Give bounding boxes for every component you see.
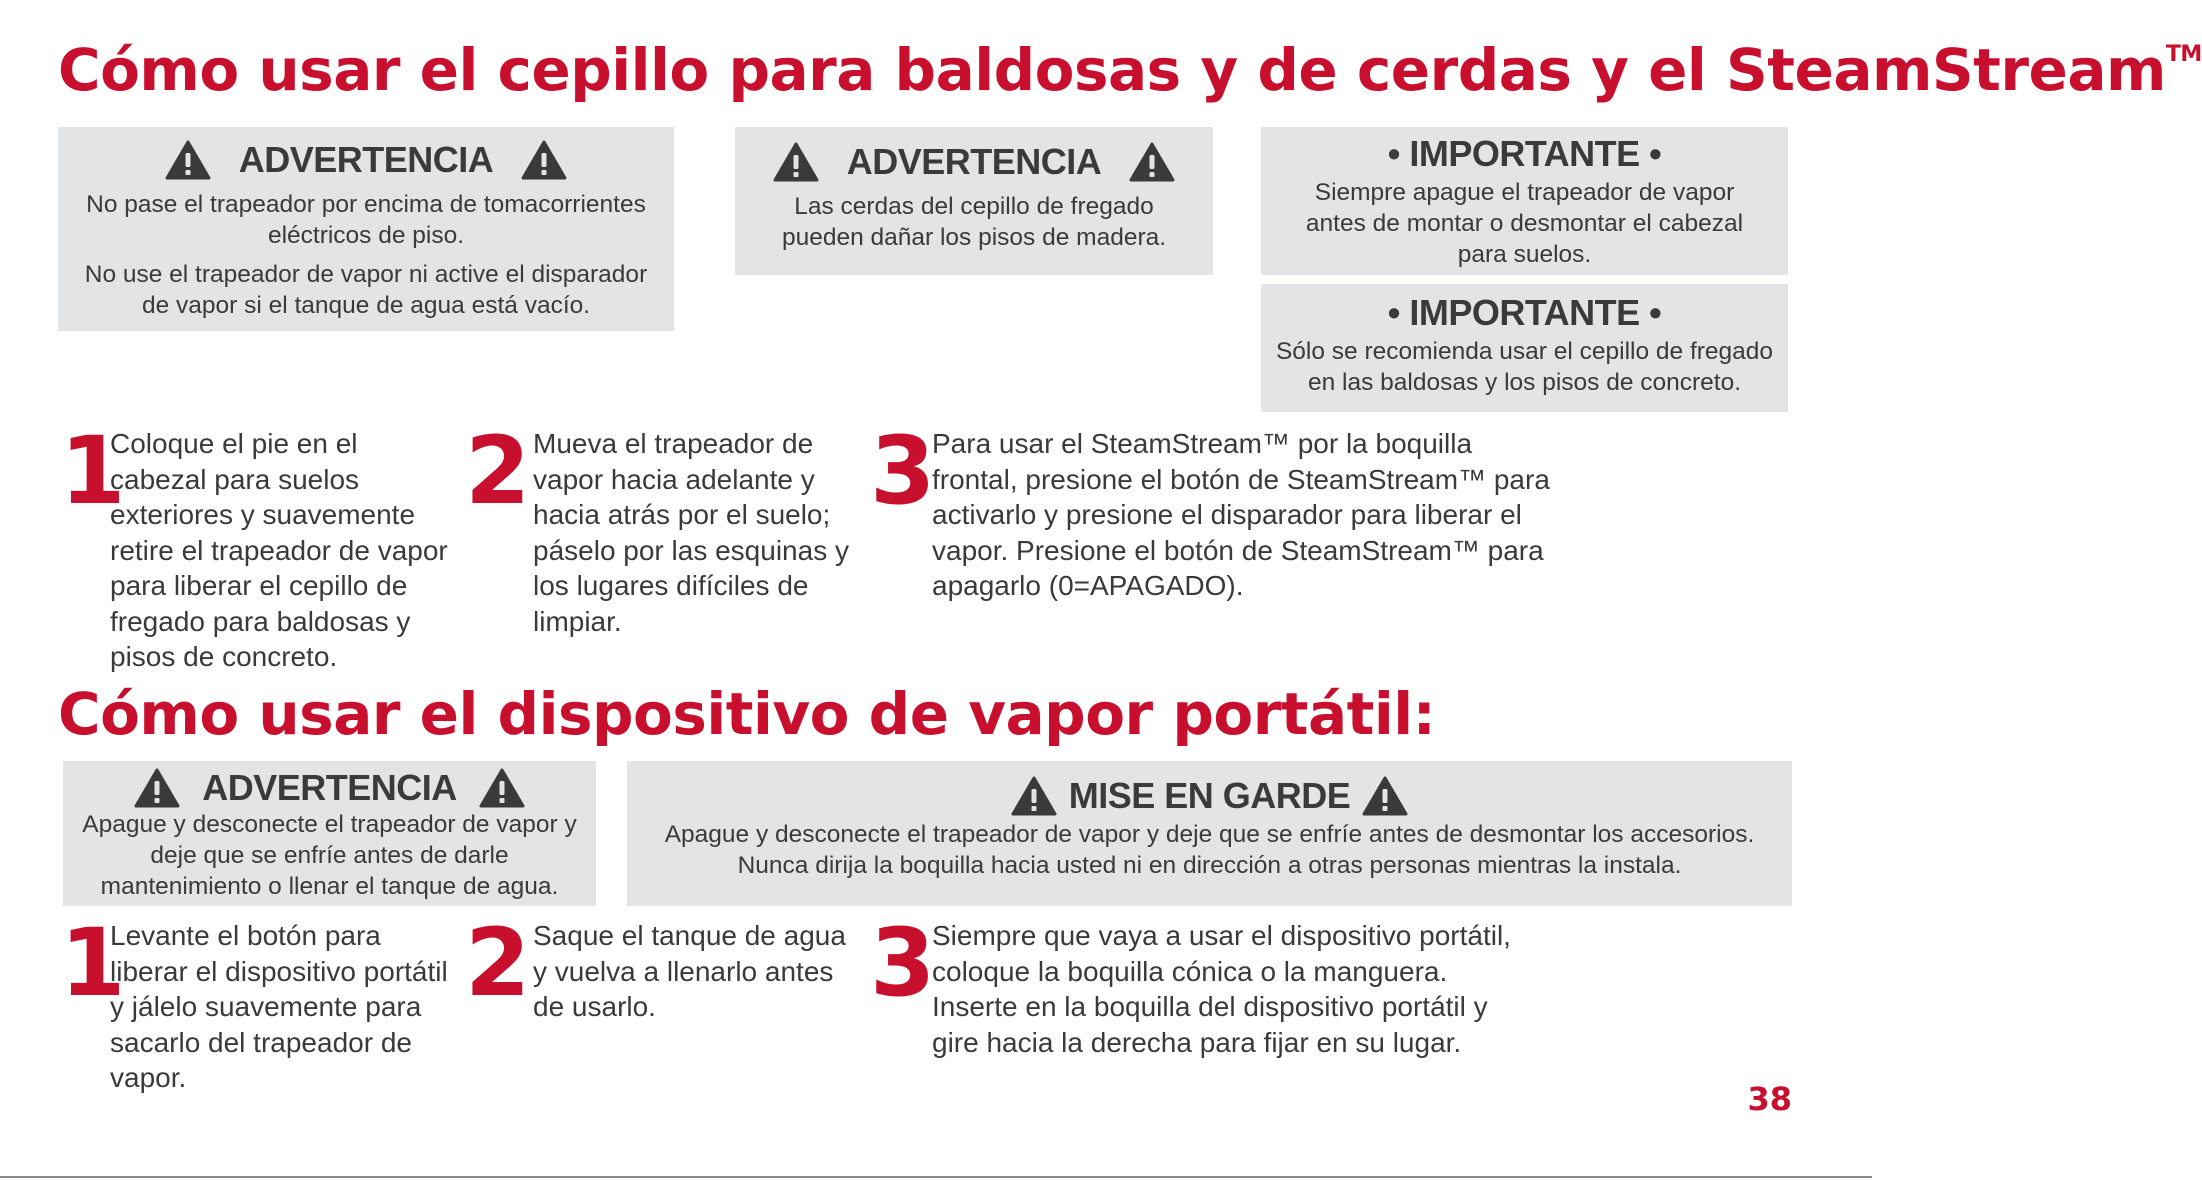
warning-box-maintenance bbox=[63, 761, 596, 906]
portable-step-2 bbox=[465, 909, 865, 1025]
warning-triangle-icon bbox=[134, 768, 180, 808]
step-text: Para usar el SteamStream™ por la boquilla frontal, presione el botón de SteamStream™ para activarlo y presione el disparador para liberar el vapor. Presione el botón de SteamStream™ para apagarlo (0=APAGADO). bbox=[932, 428, 1550, 601]
important-text: Sólo se recomienda usar el cepillo de fregado en las baldosas y los pisos de concreto. bbox=[1275, 338, 1774, 396]
warning-text: No pase el trapeador por encima de tomacorrientes eléctricos de piso. bbox=[86, 191, 646, 249]
important-box-2 bbox=[1261, 284, 1788, 412]
step-text: Mueva el trapeador de vapor hacia adelante y hacia atrás por el suelo; páselo por las esquinas y los lugares difíciles de limpiar. bbox=[533, 428, 849, 637]
bottom-divider bbox=[0, 1176, 1872, 1178]
warning-box-bristles bbox=[735, 127, 1213, 275]
warning-triangle-icon bbox=[165, 140, 211, 180]
caution-text: Apague y desconecte el trapeador de vapor y deje que se enfríe antes de desmontar los accesorios. bbox=[664, 821, 1755, 848]
trademark-mark: TM bbox=[2165, 42, 2202, 67]
step-number: 1 bbox=[60, 909, 126, 1018]
step-number: 1 bbox=[60, 417, 126, 526]
warning-triangle-icon bbox=[1011, 776, 1057, 816]
step-2 bbox=[465, 417, 865, 639]
warning-text: No use el trapeador de vapor ni active el disparador de vapor si el tanque de agua está vacío. bbox=[84, 261, 648, 319]
warning-heading: ADVERTENCIA bbox=[735, 141, 1213, 183]
warning-triangle-icon bbox=[1129, 142, 1175, 182]
portable-step-3 bbox=[870, 909, 1570, 1060]
step-number: 3 bbox=[870, 909, 936, 1018]
caution-box bbox=[627, 761, 1792, 906]
section-title-steamstream: Cómo usar el cepillo para baldosas y de cerdas y el SteamStream™ bbox=[58, 36, 2202, 104]
important-heading: • IMPORTANTE • bbox=[1387, 133, 1662, 174]
warning-triangle-icon bbox=[479, 768, 525, 808]
step-text: Siempre que vaya a usar el dispositivo portátil, coloque la boquilla cónica o la manguera. Inserte en la boquilla del dispositivo portátil y gire hacia la derecha para fijar en su lugar. bbox=[932, 920, 1511, 1058]
warning-text: Apague y desconecte el trapeador de vapor y deje que se enfríe antes de darle mantenimiento o llenar el tanque de agua. bbox=[82, 811, 577, 900]
caution-heading: MISE EN GARDE bbox=[627, 775, 1792, 817]
important-box-1 bbox=[1261, 127, 1788, 275]
step-1 bbox=[60, 417, 460, 675]
warning-triangle-icon bbox=[773, 142, 819, 182]
warning-heading: ADVERTENCIA bbox=[63, 767, 596, 809]
step-number: 2 bbox=[465, 417, 531, 526]
step-number: 2 bbox=[465, 909, 531, 1018]
step-text: Coloque el pie en el cabezal para suelos exteriores y suavemente retire el trapeador de vapor para liberar el cepillo de fregado para baldosas y pisos de concreto. bbox=[110, 428, 448, 672]
warning-box-outlets bbox=[58, 127, 674, 331]
section-title-portable: Cómo usar el dispositivo de vapor portátil: bbox=[58, 680, 1436, 748]
warning-triangle-icon bbox=[1362, 776, 1408, 816]
caution-text: Nunca dirija la boquilla hacia usted ni en dirección a otras personas mientras la instala. bbox=[737, 852, 1682, 879]
step-number: 3 bbox=[870, 417, 936, 526]
important-heading: • IMPORTANTE • bbox=[1387, 292, 1662, 333]
step-text: Levante el botón para liberar el dispositivo portátil y jálelo suavemente para sacarlo del trapeador de vapor. bbox=[110, 920, 448, 1093]
step-text: Saque el tanque de agua y vuelva a llenarlo antes de usarlo. bbox=[533, 920, 846, 1022]
warning-triangle-icon bbox=[521, 140, 567, 180]
warning-heading: ADVERTENCIA bbox=[58, 139, 674, 181]
step-3 bbox=[870, 417, 1570, 604]
portable-step-1 bbox=[60, 909, 460, 1096]
page-number: 38 bbox=[1747, 1080, 1792, 1118]
important-text: Siempre apague el trapeador de vapor antes de montar o desmontar el cabezal para suelos. bbox=[1305, 179, 1744, 268]
warning-text: Las cerdas del cepillo de fregado pueden dañar los pisos de madera. bbox=[781, 193, 1167, 251]
